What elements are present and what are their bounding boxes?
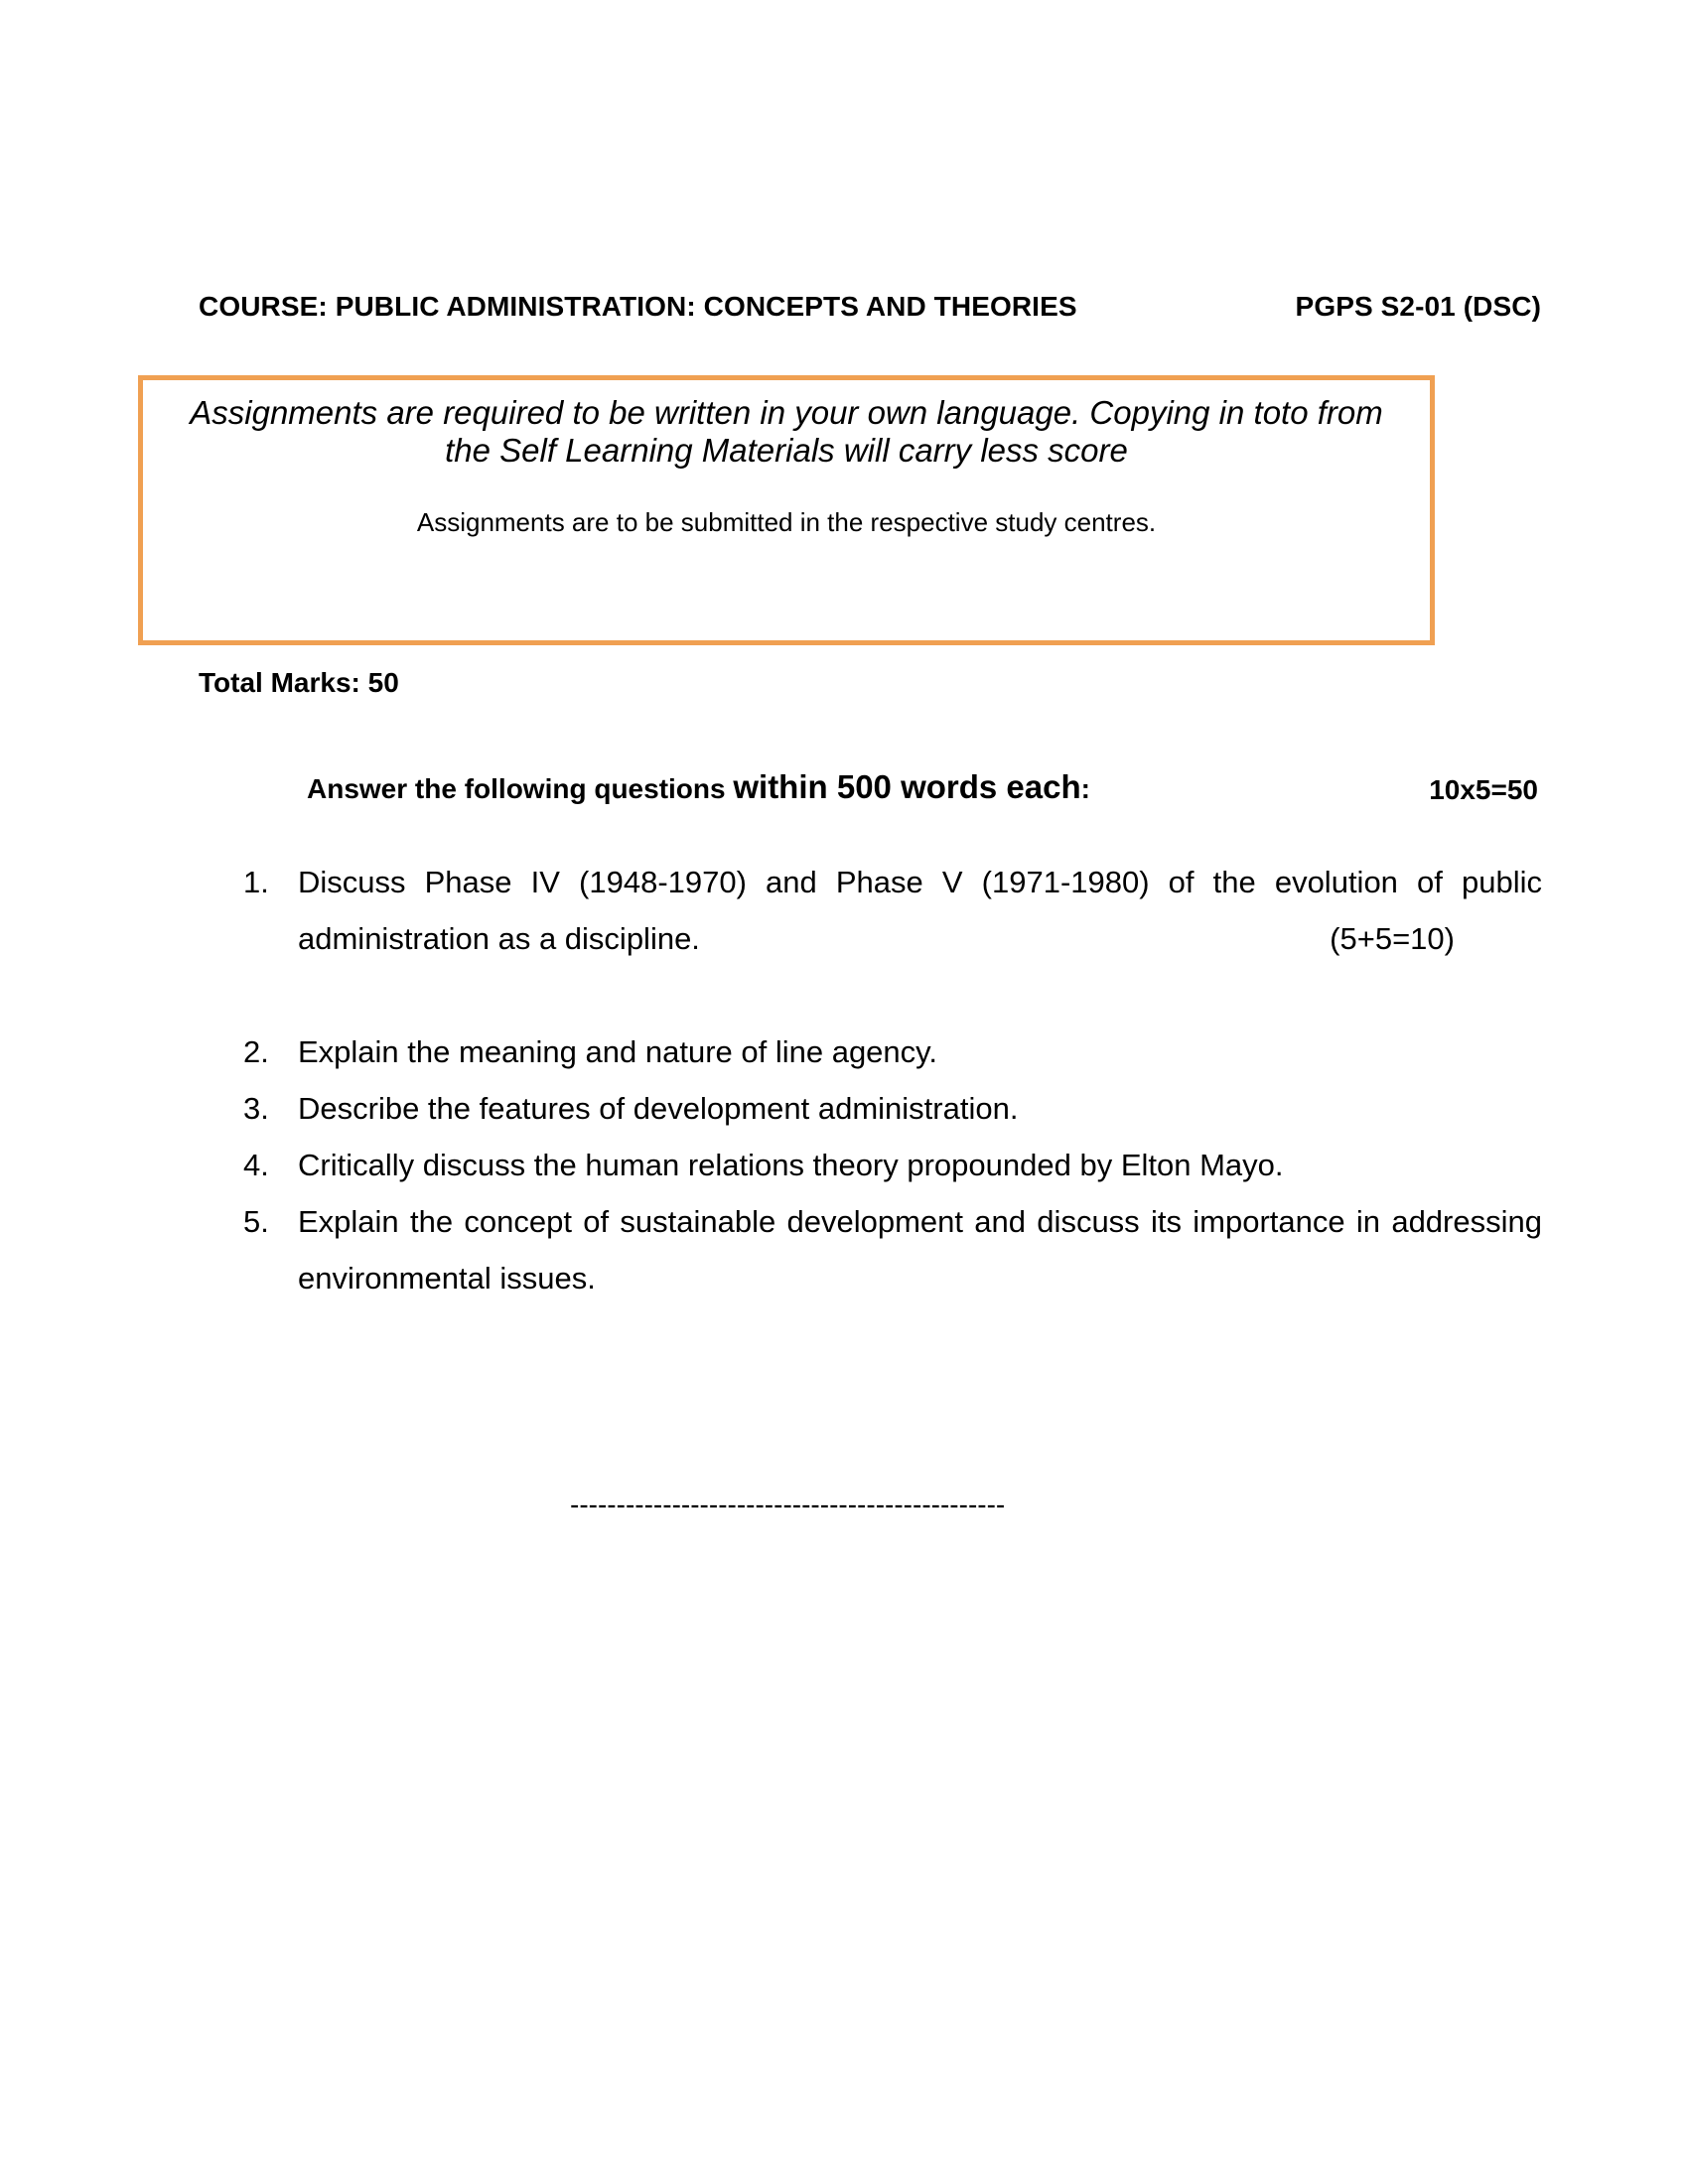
question-text: Explain the concept of sustainable development and discuss its importance in addressing environmental issues. bbox=[298, 1204, 1542, 1296]
question-item bbox=[243, 1024, 1542, 1080]
question-item bbox=[243, 854, 1542, 967]
question-item bbox=[243, 1193, 1542, 1306]
notice-box bbox=[138, 375, 1435, 645]
instruction-row bbox=[307, 768, 1538, 806]
notice-main-text: Assignments are required to be written in your own language. Copying in toto from the Self Learning Materials will carry less score bbox=[190, 394, 1383, 469]
total-marks: Total Marks: 50 bbox=[199, 667, 399, 698]
question-marks: (5+5=10) bbox=[1330, 921, 1455, 956]
question-text: Explain the meaning and nature of line agency. bbox=[298, 1034, 937, 1069]
instruction-emphasis: within 500 words each bbox=[733, 768, 1081, 805]
course-code: PGPS S2-01 (DSC) bbox=[1295, 291, 1541, 322]
question-number: 4. bbox=[243, 1148, 269, 1182]
question-list bbox=[243, 854, 1542, 1306]
end-divider: ----------------------------------------------- bbox=[570, 1489, 1006, 1520]
course-title: COURSE: PUBLIC ADMINISTRATION: CONCEPTS AND THEORIES bbox=[199, 291, 1077, 322]
notice-sub-text: Assignments are to be submitted in the respective study centres. bbox=[416, 507, 1157, 537]
instruction-colon: : bbox=[1080, 773, 1090, 804]
question-item bbox=[243, 1137, 1542, 1193]
question-item bbox=[243, 1080, 1542, 1137]
question-number: 3. bbox=[243, 1091, 269, 1126]
question-text: Critically discuss the human relations theory propounded by Elton Mayo. bbox=[298, 1148, 1284, 1182]
question-number: 2. bbox=[243, 1034, 269, 1069]
question-text: Describe the features of development administration. bbox=[298, 1091, 1019, 1126]
question-number: 1. bbox=[243, 865, 269, 899]
marks-scheme: 10x5=50 bbox=[1429, 774, 1538, 805]
question-number: 5. bbox=[243, 1204, 269, 1239]
question-text: Discuss Phase IV (1948-1970) and Phase V (1971-1980) of the evolution of public administration as a discipline. bbox=[298, 865, 1542, 956]
instruction-lead: Answer the following questions bbox=[307, 773, 734, 804]
